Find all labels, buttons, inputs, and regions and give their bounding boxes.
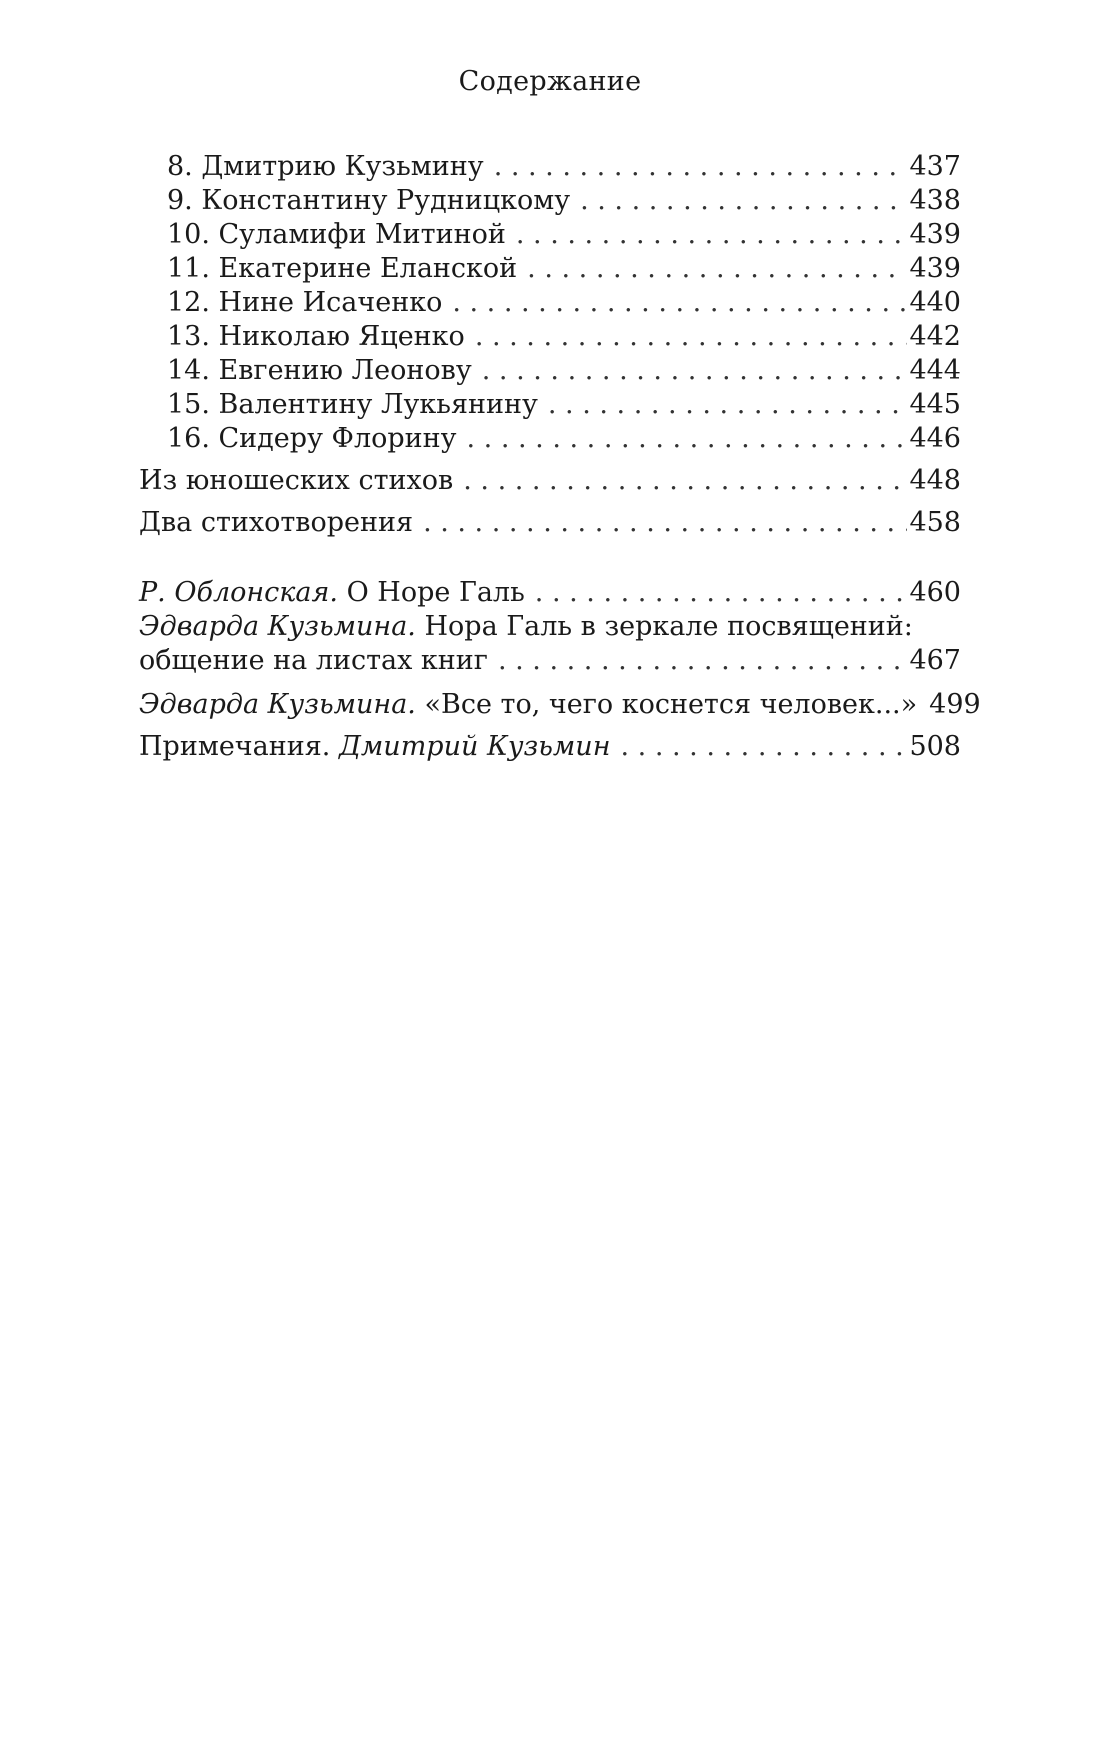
leader-dots [482, 352, 908, 390]
entry-work-continued: общение на листах книг [139, 645, 488, 676]
entry-title: 9. Константину Рудницкому [167, 185, 571, 216]
entry-page: 460 [909, 577, 961, 608]
entry-page: 437 [909, 151, 961, 182]
entry-work: Нора Галь в зеркале посвящений: [424, 611, 913, 642]
toc-entry[interactable] [167, 148, 961, 186]
toc-entry[interactable] [167, 250, 961, 288]
toc-entry[interactable] [167, 216, 961, 254]
leader-dots [494, 148, 908, 186]
entry-title: 10. Суламифи Митиной [167, 219, 506, 250]
leader-dots [463, 462, 907, 500]
toc-entry[interactable] [167, 420, 961, 458]
toc-entry-oblonskaya[interactable] [139, 574, 961, 612]
entry-author: Эдварда Кузьмина. [139, 611, 416, 642]
toc-entry[interactable] [139, 504, 961, 542]
entry-title [139, 728, 611, 766]
toc-entry-kuzmina-2[interactable] [139, 686, 981, 724]
entry-page: 448 [909, 465, 961, 496]
entry-page: 458 [909, 507, 961, 538]
entry-page: 444 [909, 355, 961, 386]
leader-dots [475, 318, 908, 356]
entry-title [139, 686, 917, 724]
entry-page: 439 [909, 219, 961, 250]
entry-title: 14. Евгению Леонову [167, 355, 472, 386]
entry-page: 440 [909, 287, 961, 318]
entry-title: 16. Сидеру Флорину [167, 423, 457, 454]
leader-dots [516, 216, 908, 254]
entry-page: 508 [909, 731, 961, 762]
toc-entry-notes[interactable] [139, 728, 961, 766]
entry-author: Дмитрий Кузьмин [338, 731, 611, 762]
toc-entry-kuzmina-1[interactable] [139, 642, 961, 680]
toc-entry[interactable] [167, 284, 961, 322]
leader-dots [423, 504, 907, 542]
running-head: Содержание [458, 66, 642, 97]
leader-dots [527, 250, 907, 288]
entry-page: 445 [909, 389, 961, 420]
entry-work: Примечания. [139, 731, 331, 762]
toc-entry[interactable] [139, 462, 961, 500]
entry-page: 446 [909, 423, 961, 454]
entry-work: «Все то, чего коснется человек...» [424, 689, 918, 720]
entry-first-line[interactable] [139, 608, 913, 646]
entry-work: О Норе Галь [346, 577, 525, 608]
leader-dots [535, 574, 908, 612]
entry-title: 15. Валентину Лукьянину [167, 389, 538, 420]
leader-dots [498, 642, 908, 680]
entry-title: 12. Нине Исаченко [167, 287, 443, 318]
leader-dots [548, 386, 908, 424]
entry-author: Р. Облонская. [139, 577, 338, 608]
toc-entry[interactable] [167, 182, 961, 220]
entry-page: 442 [909, 321, 961, 352]
leader-dots [467, 420, 908, 458]
leader-dots [580, 182, 907, 220]
entry-title: 8. Дмитрию Кузьмину [167, 151, 484, 182]
entry-page: 467 [909, 645, 961, 676]
entry-title: Два стихотворения [139, 507, 414, 538]
toc-entry[interactable] [167, 352, 961, 390]
entry-title: 11. Екатерине Еланской [167, 253, 518, 284]
leader-dots [621, 728, 908, 766]
entry-title [139, 574, 525, 612]
toc-entry[interactable] [167, 386, 961, 424]
entry-page: 439 [909, 253, 961, 284]
entry-title: 13. Николаю Яценко [167, 321, 465, 352]
entry-page: 499 [929, 689, 981, 720]
leader-dots [452, 284, 907, 322]
entry-author: Эдварда Кузьмина. [139, 689, 416, 720]
entry-page: 438 [909, 185, 961, 216]
toc-entry[interactable] [167, 318, 961, 356]
entry-title: Из юношеских стихов [139, 465, 454, 496]
